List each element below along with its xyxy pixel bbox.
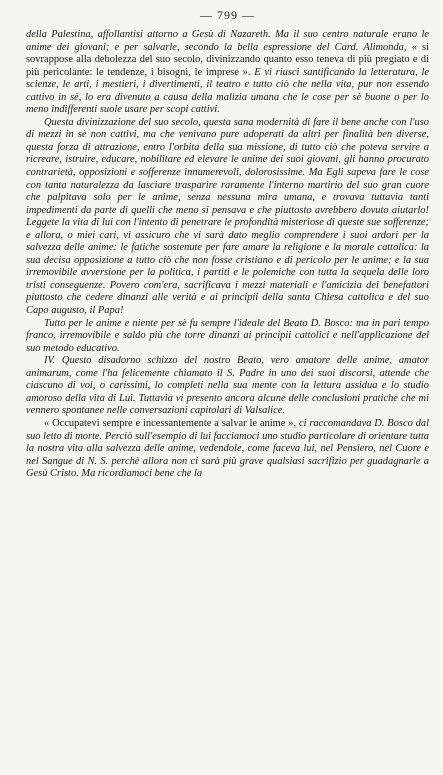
paragraph xyxy=(26,418,429,481)
text-run: ci raccomandava D. Bosco dal suo letto di morte. Perciò sull'esempio di lui facciamoci uno studio particolare di orientare tutta la nostra vita alla salvezza delle anime, vedendole, come faceva lui, nel Pensiero, nel Cuore e nel Sangue di N. S. perchè allora non ci sarà più grave qualsiasi sacrifizio per guadagnarle a Gesù Cristo. Ma ricordiamoci bene che la xyxy=(26,417,430,480)
paragraph xyxy=(26,29,429,117)
paragraph xyxy=(26,355,429,418)
body-text xyxy=(26,29,429,481)
text-run: Tutto per le anime e niente per sè fu sempre l'ideale del Beato D. Bosco: ma in pari tempo franco, irremovibile e saldo più che torre dinanzi ai principii cattolici e nell'applicazione del suo metodo educativo. xyxy=(26,317,429,354)
paragraph xyxy=(26,117,429,318)
text-run: della Palestina, affollantisi attorno a Gesù di Nazareth. Ma il suo centro naturale erano le anime dei giovani; e per salvarle, secondo la bella espressione del Card. Alimonda, xyxy=(26,29,429,53)
text-run: IV. Questo disadorno schizzo del nostro Beato, vero amatore delle anime, amator animarum, come l'ha felicemente chiamato il S. Padre in uno dei suoi discorsi, attende che ciascuno di voi, o carissimi, lo completi nella sua mente con la lettura assidua e lo studio amoroso della vita di Lui. Tuttavia vi presento ancora alcune delle conclusioni pratiche che mi vennero spontanee nelle conversazioni capitolari di Valsalice. xyxy=(26,355,429,417)
page-number: — 799 — xyxy=(200,8,255,22)
paragraph xyxy=(26,318,429,356)
text-run: « Occupatevi sempre e incessantemente a salvar le anime », xyxy=(44,417,297,429)
text-run: Questa divinizzazione del suo secolo, questa sana modernità di fare il bene anche con l'uso di mezzi in sè non cattivi, ma che venivano pure adoperati da altri per finalità ben diverse, questa forza di attrazione, entro l'orbita della sua missione, di tutto ciò che poteva servire a ricreare, istruire, educare, nobilitare ed elevare le anime dei suoi giovani, gli hanno procurato contrarietà, opposizioni e sofferenze innumerevoli, dolorosissime. Ma Egli sapeva fare le cose con tanta naturalezza da lasciare trasparire raramente l'interno martirio del suo gran cuore che palpitava solo per le anime, senza nessuna mira umana, e trovava tuttavia tanti impedimenti da parte di quelli che meno si pensava e che piuttosto avrebbero dovuto aiutarlo! Leggete la vita di lui con l'intento di penetrare le profondità misteriose di queste sue sofferenze; e allora, o miei cari, vi assicuro che vi sarà dato meglio comprendere i suoi ardori per la salvezza delle anime: le fatiche sostenute per fare amare la religione e la morale cattolica: la sua decisa opposizione a tutto ciò che non fosse cristiano e di pericolo per le anime; e la sua irremovibile avversione per la politica, i partiti e le polemiche con tutta la sequela delle loro tristi conseguenze. Povero com'era, sacrificava i mezzi materiali e l'amicizia dei benefattori piuttosto che cedere dinanzi alle verità e ai principii della santa Chiesa cattolica e del suo Capo augusto, il Papa! xyxy=(26,116,429,317)
text-run: E vi riuscì santificando la letteratura, le scienze, le arti, i mestieri, i divertimenti, il teatro e tutto ciò che nella vita, pur non essendo cattivo in sè, lo era divenuto a causa della malizia umana che le cose per sè buone o per lo meno indifferenti suole usare per scopi cattivi. xyxy=(26,66,429,116)
text-run: « si sovrappose alla debolezza del suo secolo, divinizzando quanto esso teneva di più pregiato e di più pericolante: le tendenze, i bisogni, le imprese ». xyxy=(26,41,429,78)
